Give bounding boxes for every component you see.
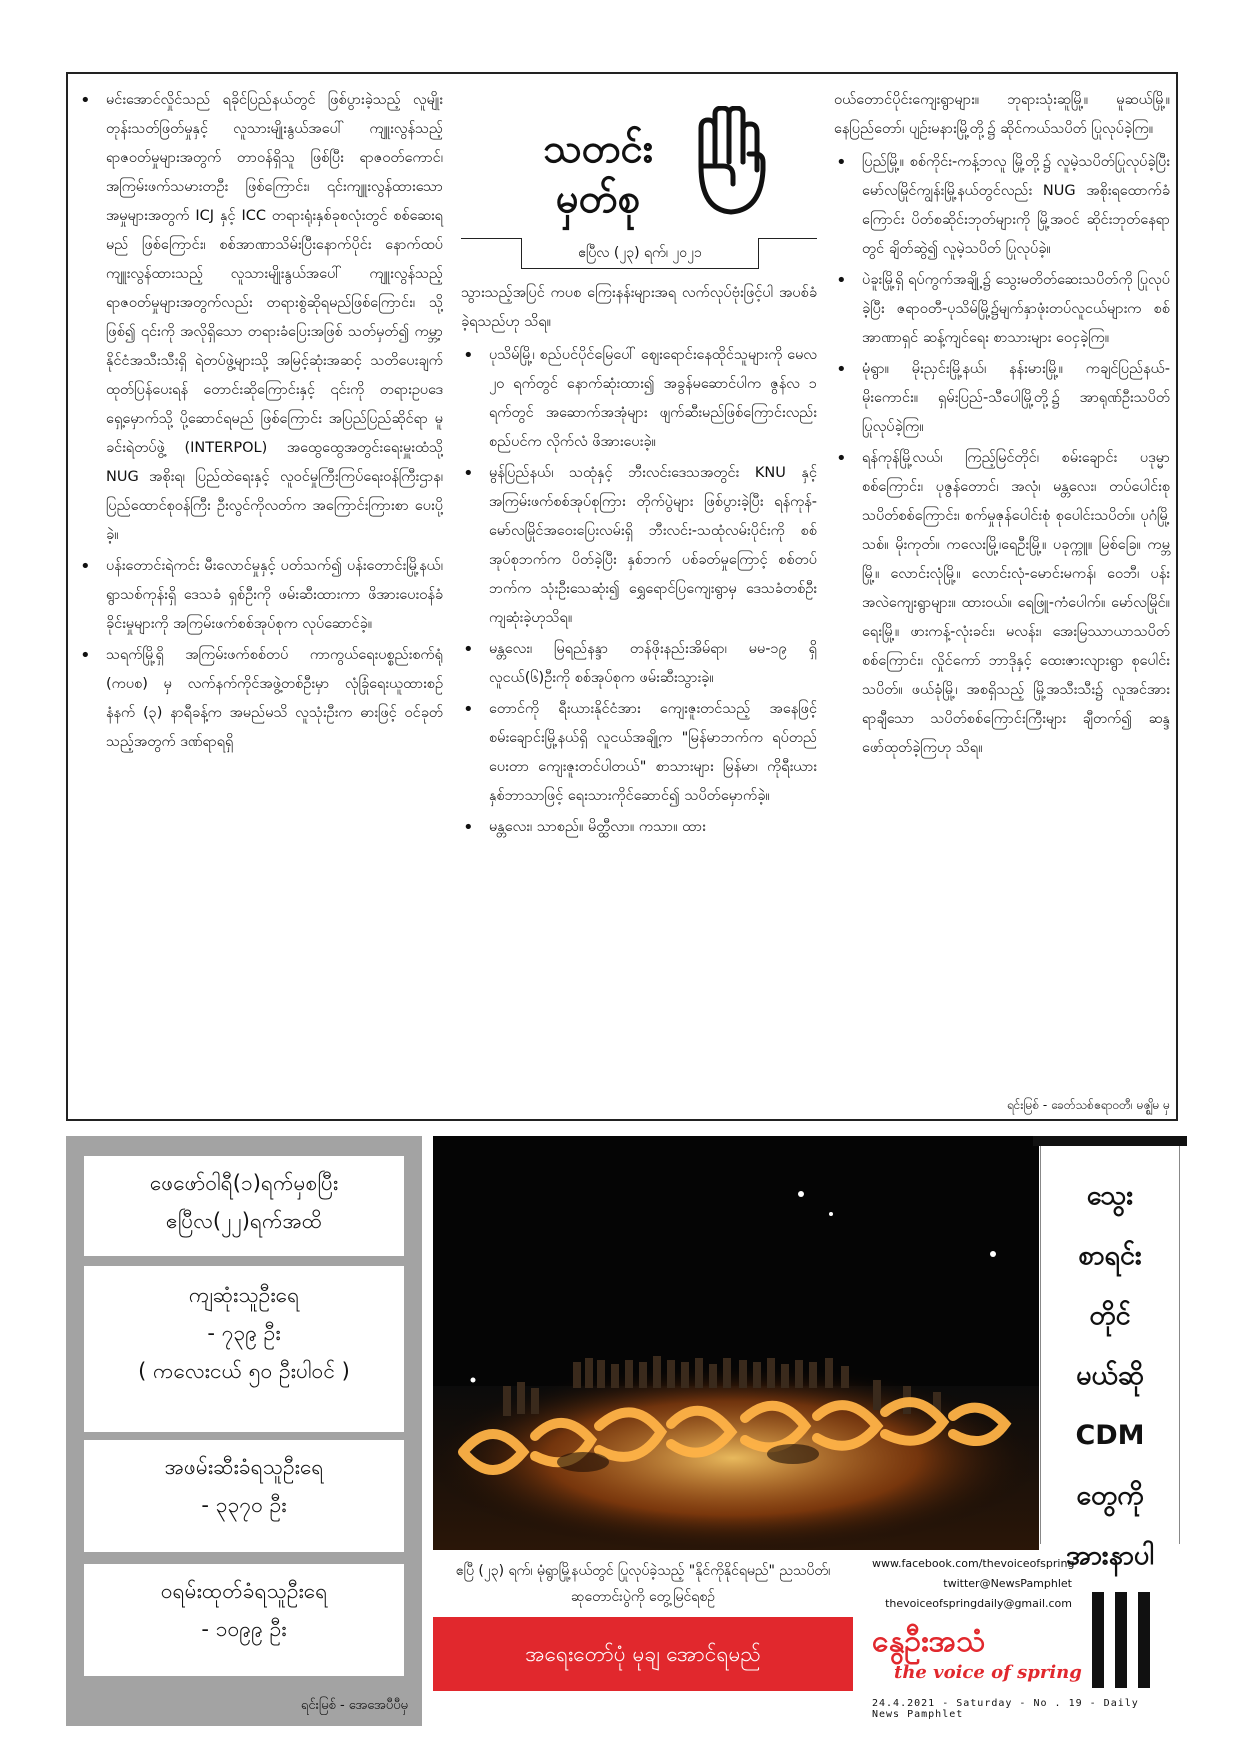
middle-body: [461, 279, 817, 842]
warrants-label: ဝရမ်းထုတ်ခံရသူဦးရေ: [160, 1579, 328, 1603]
slogan-banner: အရေးတော်ပုံ မုချ အောင်ရမည်: [433, 1617, 853, 1691]
stats-source: ရင်းမြစ် - အေအေပီပီမှ: [300, 1698, 408, 1713]
deaths-note: ( ကလေးငယ် ၅၀ ဦးပါဝင် ): [138, 1359, 350, 1383]
warrants-box: [84, 1564, 404, 1676]
casualty-stats-panel: [66, 1136, 422, 1726]
stats-period: ဖေဖော်ဝါရီ(၁)ရက်မှစပြီး ဧပြီလ(၂၂)ရက်အထိ: [84, 1156, 404, 1256]
arrests-box: [84, 1440, 404, 1552]
brand-tagline: the voice of spring: [894, 1662, 1082, 1683]
three-finger-salute-icon: [693, 106, 775, 216]
source-credit: ရင်းမြစ် - ခေတ်သစ်ဧရာဝတီ၊ မဇ္ဈိမ မှ: [1006, 1098, 1170, 1112]
middle-column: [461, 86, 817, 1109]
news-item: • မန္တလေး၊ သာစည်။ မိတ္ထီလာ။ ကသာ။ ထား: [489, 813, 817, 842]
deaths-label: ကျဆုံးသူဦးရေ: [188, 1283, 300, 1307]
candle-vigil-image: [433, 1136, 1039, 1550]
news-item: • ရန်ကုန်မြို့လယ်၊ ကြည့်မြင်တိုင်၊ စမ်းချောင်း ပဒုမ္မာစစ်ကြောင်း၊ ပုဇွန်တောင်၊ အလုံ၊ မန္တလေး၊ တပ်ပေါင်းစု သပိတ်စစ်ကြောင်း၊ စက်မှုဇုန်ပေါင်းစုံ စုပေါင်းသပိတ်။ ပုဂံမြို့သစ်။ မိုးကုတ်။ ကလေးမြို့၊ရေဦးမြို့။ ပခုက္ကူ။ မြစ်ခြေ။ ကမ္ဘမြို့။ လောင်းလုံမြို့။ လောင်းလုံ-မောင်းမကန်၊ ဝေဘီ၊ ပန်းအလဲကျေးရွာများ။ ထားဝယ်။ ရေဖြူ-ကံပေါက်။ မော်လမြိုင်။ ရေးမြို့။ ဖားကန့်-လုံးခင်း၊ မလန်း၊ အေးမြဿာယာသပိတ်စစ်ကြောင်း၊ လှိုင်ကော် ဘာဒိုနှင့် ထေးဇားလျားရွာ စုပေါင်းသပိတ်။ ဖယ်ခုံမြို့၊ အစရှိသည့် မြို့အသီးသီး၌ လူအင်အား ရာချီသော သပိတ်စစ်ကြောင်းကြီးများ ချီတက်၍ ဆန္ဒဖော်ထုတ်ခဲ့ကြဟု သိရ။: [862, 444, 1170, 763]
news-item: • ပုသိမ်မြို့၊ စည်ပင်ပိုင်မြေပေါ် ဈေးရောင်းနေထိုင်သူများကို မေလ ၂၀ ရက်တွင် နောက်ဆုံးထား၍ အခွန်မဆောင်ပါက ဇွန်လ ၁ ရက်တွင် အဆောက်အအုံများ ဖျက်ဆီးမည်ဖြစ်ကြောင်းလည်း စည်ပင်က လိုက်လံ ဖိအားပေးခဲ့။: [489, 341, 817, 457]
news-item: • မွန်ပြည်နယ်၊ သထုံနှင့် ဘီးလင်းဒေသအတွင်း KNU နှင့် အကြမ်းဖက်စစ်အုပ်စုကြား တိုက်ပွဲများ ဖြစ်ပွားခဲ့ပြီး ရန်ကုန်-မော်လမြိုင်အဝေးပြေးလမ်းရှိ ဘီးလင်း-သထုံလမ်းပိုင်းကို စစ်အုပ်စုဘက်က ပိတ်ခဲ့ပြီး နှစ်ဘက် ပစ်ခတ်မှုကြောင့် စစ်တပ်ဘက်က သုံးဦးသေဆုံး၍ ရွှေရောင်ပြကျေးရွာမှ ဒေသခံတစ်ဦးကျဆုံးခဲ့ဟုသိရ။: [489, 459, 817, 633]
continued-text: သွားသည့်အပြင် ကပစ ကြေးနန်းများအရ လက်လုပ်ဗုံးဖြင့်ပါ အပစ်ခံခဲ့ရသည်ဟု သိရ။: [461, 285, 817, 330]
news-item: • ပဲခူးမြို့ရှိ ရပ်ကွက်အချို့၌ သွေးမတိတ်ဆေးသပိတ်ကို ပြုလုပ်ခဲ့ပြီး ဇရာဝတီ-ပုသိမ်မြို့၌မျက်နှာဖုံးတပ်လူငယ်များက စစ်အာဏာရှင် ဆန့်ကျင်ရေး စာသားများ ဝေငှခဲ့ကြ။: [862, 266, 1170, 353]
masthead: [461, 86, 817, 261]
left-column: [78, 86, 443, 1109]
twitter-link[interactable]: twitter@NewsPamphlet: [943, 1577, 1072, 1590]
arrests-label: အဖမ်းဆီးခံရသူဦးရေ: [164, 1455, 324, 1479]
masthead-date: ဧပြီလ (၂၃) ရက်၊ ၂၀၂၁: [521, 238, 759, 269]
brand-name: နွေဦးအသံ: [872, 1624, 986, 1659]
email-link[interactable]: thevoiceofspringdaily@gmail.com: [885, 1597, 1072, 1610]
brand-block: [872, 1554, 1178, 1732]
news-item: • သရက်မြို့ရှိ အကြမ်းဖက်စစ်တပ် ကာကွယ်ရေးပစ္စည်းစက်ရုံ (ကပစ) မှ လက်နက်ကိုင်အဖွဲ့တစ်ဦးမှာ လုံခြုံရေးယူထားစဉ် နံနက် (၃) နာရီခန့်က အမည်မသိ လူသုံးဦးက ဓားဖြင့် ဝင်ခုတ်သည့်အတွက် ဒဏ်ရာရရှိ: [106, 641, 443, 757]
news-frame: [66, 72, 1178, 1121]
news-item: • ပန်းတောင်းရဲကင်း မီးလောင်မှုနှင့် ပတ်သက်၍ ပန်းတောင်းမြို့နယ်၊ ရွာသစ်ကုန်းရှိ ဒေသခံ ရှစ်ဦးကို ဖမ်းဆီးထားကာ ဖိအားပေးဝန်ခံခိုင်းမှုများကို အကြမ်းဖက်စစ်အုပ်စုက လုပ်ဆောင်ခဲ့။: [106, 552, 443, 639]
news-item: • တောင်ကို ရီးယားနိုင်ငံအား ကျေးဇူးတင်သည့် အနေဖြင့် စမ်းချောင်းမြို့နယ်ရှိ လူငယ်အချို့က "မြန်မာဘက်က ရပ်တည်ပေးတာ ကျေးဇူးတင်ပါတယ်" စာသားများ မြန်မာ၊ ကိုရီးယား နှစ်ဘာသာဖြင့် ရေးသားကိုင်ဆောင်၍ သပိတ်မှောက်ခဲ့။: [489, 695, 817, 811]
boycott-sidebar: [1040, 1136, 1180, 1571]
deaths-value: - ၇၃၉ ဦး: [207, 1321, 281, 1345]
boycott-message: သွေး စာရင်း တိုင် မယ်ဆို CDM တွေကို အားနာပါ: [1066, 1180, 1154, 1571]
facebook-link[interactable]: www.facebook.com/thevoiceofspring: [872, 1557, 1075, 1570]
continued-text: ဝယ်တောင်ပိုင်းကျေးရွာများ။ ဘုရားသုံးဆူမြို့။ မူဆယ်မြို့။ နေပြည်တော်၊ ပျဉ်းမနားမြို့တို့၌ ဆိုင်ကယ်သပိတ် ပြုလုပ်ခဲ့ကြ။: [834, 92, 1170, 137]
arrests-value: - ၃၃၇၀ ဦး: [201, 1493, 287, 1517]
news-item: • မုံရွာ။ မိုးညှင်းမြို့နယ်၊ နန်းမားမြို့။ ကချင်ပြည်နယ်-မိုးကောင်း။ ရှမ်းပြည်-သီပေါမြို့တို့၌ အာရုဏ်ဦးသပိတ် ပြုလုပ်ခဲ့ကြ။: [862, 355, 1170, 442]
news-item: • မင်းအောင်လှိုင်သည် ရခိုင်ပြည်နယ်တွင် ဖြစ်ပွားခဲ့သည့် လူမျိုးတုန်းသတ်ဖြတ်မှုနှင့် လူသားမျိုးနွယ်အပေါ် ကျူးလွန်သည့် ရာဇဝတ်မှုများအတွက် တာဝန်ရှိသူ ဖြစ်ပြီး ရာဇဝတ်ကောင်၊ အကြမ်းဖက်သမားတဦး ဖြစ်ကြောင်း၊ ၎င်းကျူးလွန်ထားသော အမှုများအတွက် ICJ နှင့် ICC တရားရုံးနှစ်ခုစလုံးတွင် စစ်ဆေးရမည် ဖြစ်ကြောင်း၊ စစ်အာဏာသိမ်းပြီးနောက်ပိုင်း နောက်ထပ် ကျူးလွန်ထားသည့် လူသားမျိုးနွယ်အပေါ် ကျူးလွန်သည့် ရာဇဝတ်မှုများအတွက်လည်း တရားစွဲဆိုရမည်ဖြစ်ကြောင်း၊ သို့ဖြစ်၍ ၎င်းကို အလိုရှိသော တရားခံပြေးအဖြစ် သတ်မှတ်၍ ကမ္ဘာ့နိုင်ငံအသီးသီးရှိ ရဲတပ်ဖွဲ့များသို့ အမြင့်ဆုံးအဆင့် သတိပေးချက် ထုတ်ပြန်ပေးရန် တောင်းဆိုကြောင်းနှင့် ၎င်းကို တရားဥပဒေရှေ့မှောက်သို့ ပို့ဆောင်ရမည် ဖြစ်ကြောင်း အပြည်ပြည်ဆိုင်ရာ မူခင်းရဲတပ်ဖွဲ့ (INTERPOL) အထွေထွေအတွင်းရေးမှူးထံသို့ NUG အစိုးရ၊ ပြည်ထဲရေးနှင့် လူဝင်မှုကြီးကြပ်ရေးဝန်ကြီးဌာန၊ ပြည်ထောင်စုဝန်ကြီး ဦးလွင်ကိုလတ်က အကြောင်းကြားစာ ပေးပို့ခဲ့။: [106, 86, 443, 550]
masthead-title: သတင်း မှတ်စု: [543, 126, 653, 222]
warrants-value: - ၁၀၉၉ ဦး: [201, 1617, 287, 1641]
brand-links: [872, 1554, 1075, 1614]
issue-info: 24.4.2021 - Saturday - No . 19 - Daily News Pamphlet: [872, 1698, 1139, 1720]
news-item: • ပြည်မြို့။ စစ်ကိုင်း-ကန့်ဘလူ မြို့တို့၌ လူမဲ့သပိတ်ပြုလုပ်ခဲ့ပြီး မော်လမြိုင်ကျွန်းမြို့နယ်တွင်လည်း NUG အစိုးရထောက်ခံကြောင်း ပိတ်စဆိုင်းဘုတ်များကို မြို့အဝင် ဆိုင်းဘုတ်နေရာတွင် ချိတ်ဆွဲ၍ လူမဲ့သပိတ် ပြုလုပ်ခဲ့။: [862, 148, 1170, 264]
night-protest-photo: [433, 1136, 1039, 1550]
three-finger-logo-icon: [1088, 1592, 1154, 1688]
photo-caption: ဧပြီ (၂၃) ရက်၊ မုံရွာမြို့နယ်တွင် ပြုလုပ်ခဲ့သည့် "နိုင်ကိုနိုင်ရမည်" ညသပိတ်၊ ဆုတောင်းပွဲကို တွေ့မြင်ရစဉ်: [455, 1563, 831, 1605]
deaths-box: [84, 1266, 404, 1432]
news-item: • မန္တလေး၊ မြရည်နန္ဒာ တန်ဖိုးနည်းအိမ်ရာ၊ မမ-၁၉ ရှိ လူငယ်(၆)ဦးကို စစ်အုပ်စုက ဖမ်းဆီးသွားခဲ့။: [489, 635, 817, 693]
right-column: [834, 86, 1170, 1109]
